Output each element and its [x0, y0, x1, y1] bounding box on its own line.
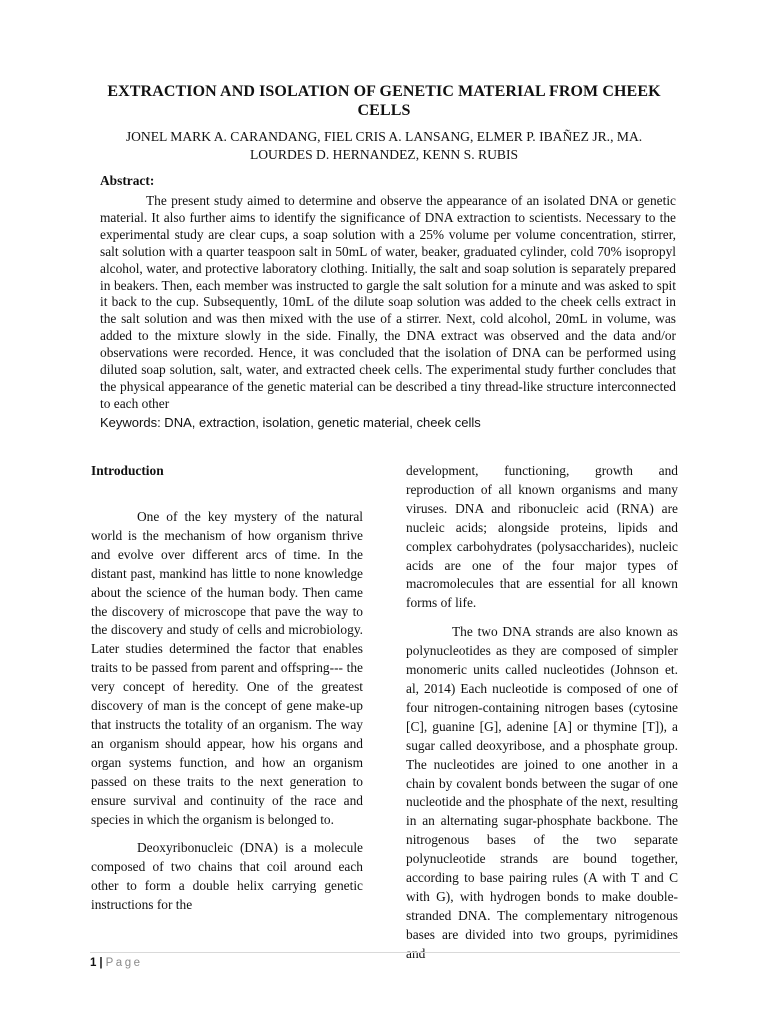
- paper-title: EXTRACTION AND ISOLATION OF GENETIC MATERIAL FROM CHEEK CELLS: [107, 83, 661, 119]
- body-paragraph: The two DNA strands are also known as polynucleotides as they are composed of simpler monomeric units called nucleotides (Johnson et. al, 2014) Each nucleotide is composed of one of four nitrogen-containing nitrogen bases (cytosine [C], guanine [G], adenine [A] or thymine [T]), a sugar called deoxyribose, and a phosphate group. The nucleotides are joined to one another in a chain by covalent bonds between the sugar of one nucleotide and the phosphate of the next, resulting in an alternating sugar-phosphate backbone. The nitrogenous bases of the two separate polynucleotide strands are bound together, according to base pairing rules (A with T and C with G), with hydrogen bonds to make double-stranded DNA. The complementary nitrogenous bases are divided into two groups, pyrimidines and: [406, 624, 678, 961]
- page-label: Page: [105, 957, 143, 969]
- section-heading-introduction: Introduction: [91, 463, 164, 478]
- keywords-line: Keywords: DNA, extraction, isolation, genetic material, cheek cells: [100, 415, 481, 430]
- page-separator: |: [99, 957, 103, 969]
- abstract-heading: Abstract:: [100, 173, 155, 188]
- body-paragraph: Deoxyribonucleic (DNA) is a molecule composed of two chains that coil around each other to form a double helix carrying genetic instructions for the: [91, 840, 363, 913]
- page-footer: [90, 956, 142, 970]
- footer-divider: [90, 952, 680, 953]
- body-column-right: [406, 462, 678, 964]
- author-list: JONEL MARK A. CARANDANG, FIEL CRIS A. LANSANG, ELMER P. IBAÑEZ JR., MA. LOURDES D. HERNANDEZ, KENN S. RUBIS: [125, 129, 643, 162]
- page-number: 1: [90, 957, 97, 969]
- body-column-left: [91, 462, 363, 915]
- body-paragraph: development, functioning, growth and reproduction of all known organisms and many viruses. DNA and ribonucleic acid (RNA) are nucleic acids; alongside proteins, lipids and complex carbohydrates (polysaccharides), nucleic acids are one of the four major types of macromolecules that are essential for all known forms of life.: [406, 463, 678, 611]
- body-paragraph: One of the key mystery of the natural world is the mechanism of how organism thrive and evolve over different arcs of time. In the distant past, mankind has little to none knowledge about the science of the human body. Then came the discovery of microscope that pave the way to the discovery and study of cells and microbiology. Later studies determined the factor that enables traits to be passed from parent and offspring--- the very concept of heredity. One of the greatest discovery of man is the concept of gene make-up that instructs the totality of an organism. The way an organism should appear, how his organs and organ systems function, and how an organism passed on these traits to the next generation to ensure survival and continuity of the race and species in which the organism is belonged to.: [91, 509, 363, 827]
- abstract-text: The present study aimed to determine and observe the appearance of an isolated DNA or genetic material. It also further aims to identify the significance of DNA extraction to scientists. Necessary to the experimental study are clear cups, a soap solution with a 25% volume per volume concentration, stirrer, salt solution with a quarter teaspoon salt in 50mL of water, beaker, graduated cylinder, cold 70% isopropyl alcohol, water, and protective laboratory clothing. Initially, the salt and soap solution is separately prepared in beakers. Then, each member was instructed to gargle the salt solution for a minute and was asked to spit it back to the cup. Subsequently, 10mL of the dilute soap solution was added to the cheek cells extract in the salt solution and was then mixed with the use of a stirrer. Next, cold alcohol, 20mL in volume, was added to the mixture slowly in the side. Finally, the DNA extract was observed and the data and/or observations were recorded. Hence, it was concluded that the isolation of DNA can be performed using diluted soap solution, salt, water, and extracted cheek cells. The experimental study further concludes that the physical appearance of the genetic material can be described a tiny thread-like structure interconnected to each other: [100, 193, 676, 411]
